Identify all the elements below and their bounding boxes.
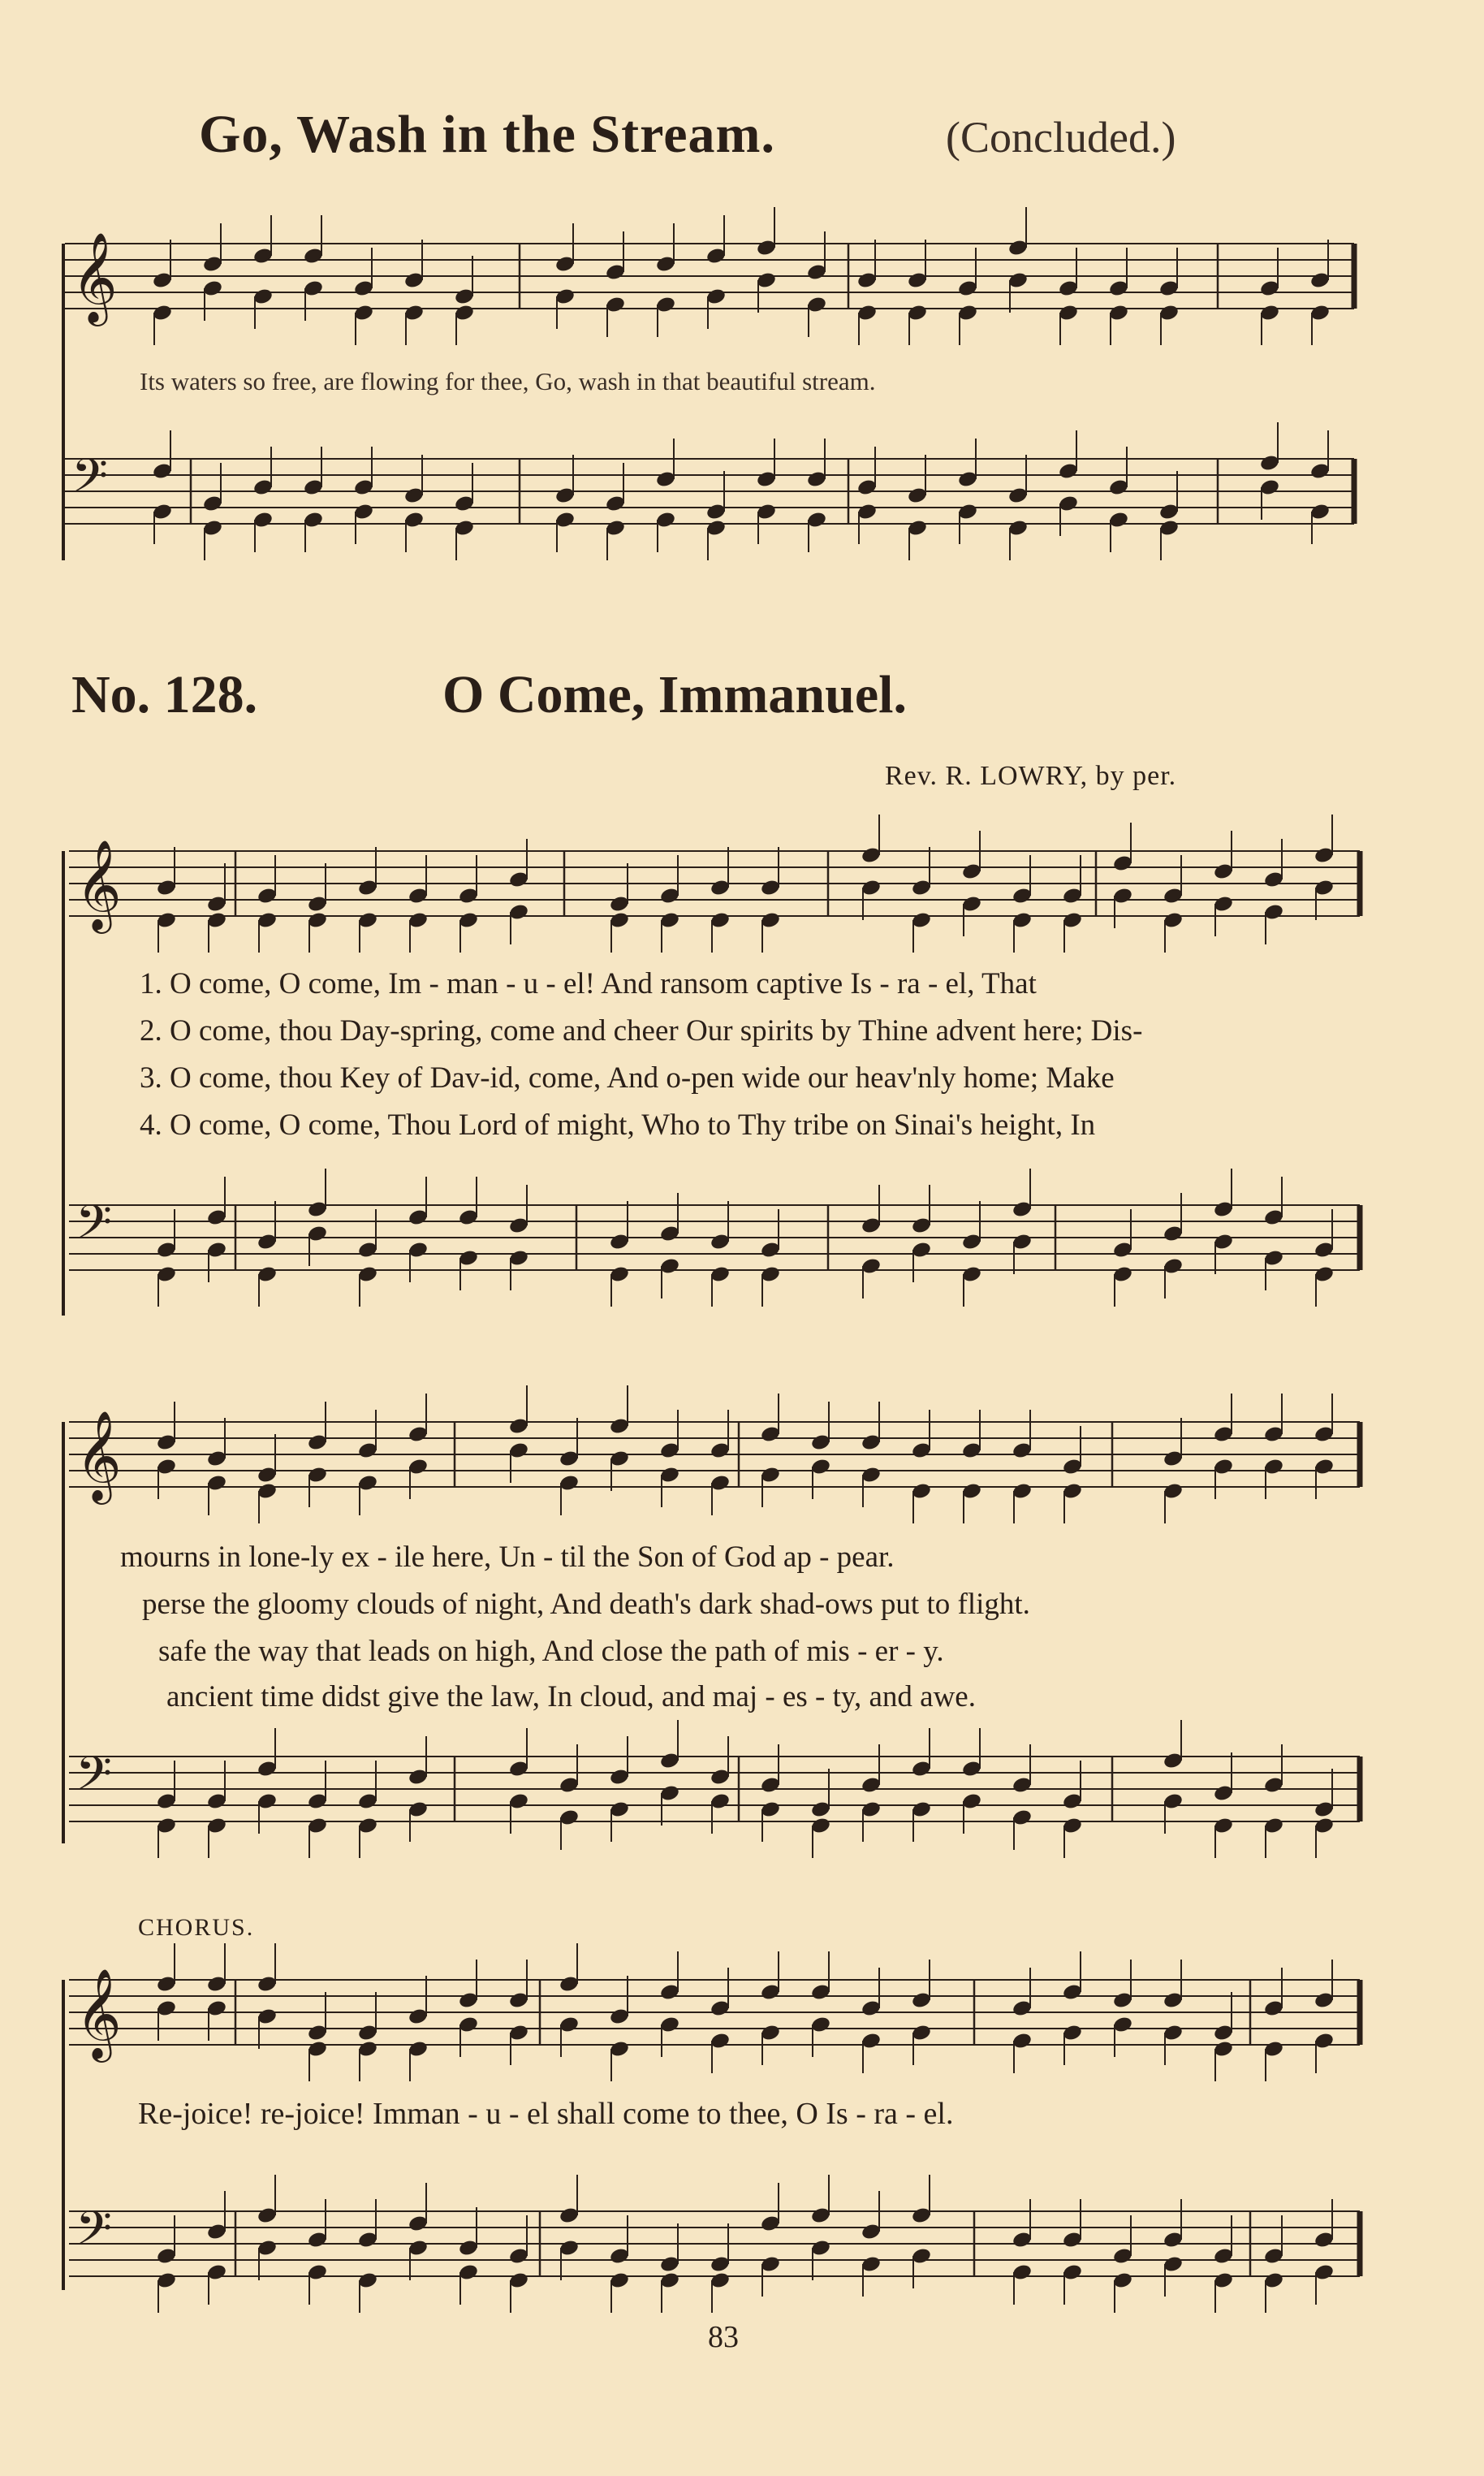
verse-line: 3. O come, thou Key of Dav-id, come, And o-pen wide our heav'nly home; Make [140,1061,1115,1095]
verse-line: 2. O come, thou Day-spring, come and cheer Our spirits by Thine advent here; Dis- [140,1014,1143,1048]
treble-clef: 𝄞 [71,231,118,322]
treble-clef: 𝄞 [75,839,122,930]
treble-clef: 𝄞 [75,1410,122,1501]
bass-clef: 𝄢 [71,448,109,515]
verse-line: ancient time didst give the law, In cloud, and maj - es - ty, and awe. [166,1680,976,1713]
composer-credit: Rev. R. LOWRY, by per. [885,761,1177,791]
treble-clef: 𝄞 [75,1968,122,2059]
page-number: 83 [708,2320,739,2354]
verse-line: 1. O come, O come, Im - man - u - el! And ransom captive Is - ra - el, That [140,967,1037,1000]
verse-line: mourns in lone-ly ex - ile here, Un - til the Son of God ap - pear. [120,1540,895,1574]
bass-clef: 𝄢 [75,1195,113,1261]
bass-clef: 𝄢 [75,2201,113,2267]
verse-line: 4. O come, O come, Thou Lord of might, Who to Thy tribe on Sinai's height, In [140,1108,1096,1142]
song-title: Go, Wash in the Stream. [199,105,775,164]
song1-lyric: Its waters so free, are flowing for thee, Go, wash in that beautiful stream. [140,367,876,395]
bass-clef: 𝄢 [75,1746,113,1813]
verse-line: perse the gloomy clouds of night, And death's dark shad-ows put to flight. [142,1588,1030,1621]
chorus-lyric: Re-joice! re-joice! Imman - u - el shall come to thee, O Is - ra - el. [138,2097,954,2131]
verse-line: safe the way that leads on high, And close the path of mis - er - y. [158,1635,944,1668]
hymn-title: O Come, Immanuel. [442,665,907,724]
song-subtitle: (Concluded.) [946,113,1176,162]
chorus-label: CHORUS. [138,1914,255,1941]
hymn-number: No. 128. [71,665,258,724]
